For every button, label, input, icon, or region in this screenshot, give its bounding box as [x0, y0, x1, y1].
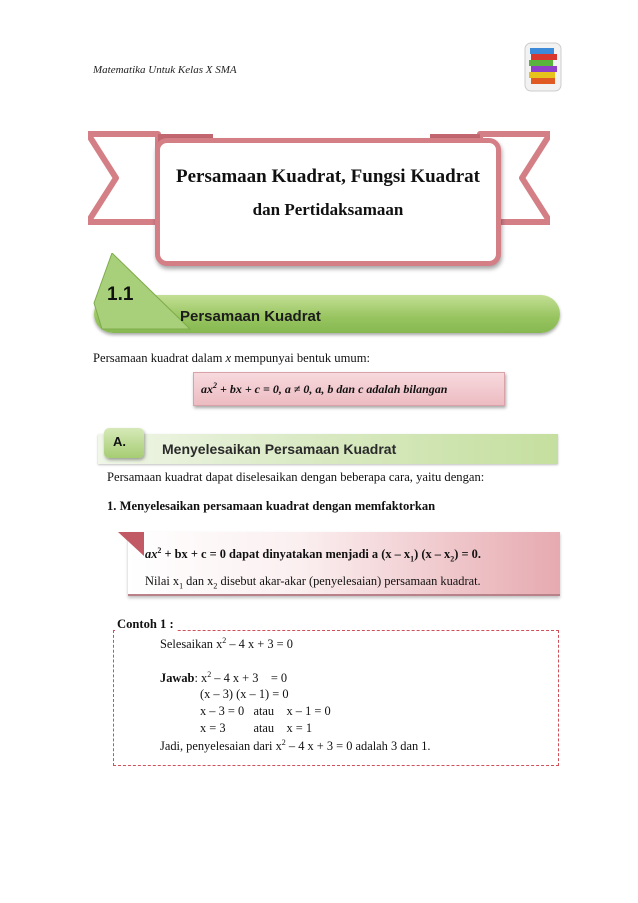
intro-text: Persamaan kuadrat dalam x mempunyai bentuk umum: — [93, 351, 370, 365]
example-question: Selesaikan $x^2 - 4$ x + 3 = 0 — [160, 636, 293, 652]
method1-heading: 1. Menyelesaikan persamaan kuadrat dengan memfaktorkan — [107, 499, 436, 513]
example-answer-line1: Jawab: $x^2 - 4$ x + 3 = 0 — [160, 670, 288, 686]
example-answer-line3: x – 3 = 0 atau x – 1 = 0 — [200, 704, 331, 718]
chapter-title-line2: dan Pertidaksamaan — [252, 200, 404, 219]
factoring-note: Nilai $x_1$ dan $x_2$ disebut akar-akar (penyelesaian) persamaan kuadrat. — [145, 574, 481, 591]
factoring-box-tab — [118, 532, 144, 556]
general-form: $ax^2$ + bx + c = 0, a ≠ 0, a, b dan c adalah bilangan — [201, 381, 448, 396]
factoring-formula: $ax^2$ + bx + c = 0 dapat dinyatakan menjadi a $(x - x_1)$ $(x - x_2) = 0$. — [145, 546, 481, 564]
chapter-title-line1: Persamaan Kuadrat, Fungsi Kuadrat — [175, 166, 481, 187]
subsection-title: Menyelesaikan Persamaan Kuadrat — [162, 441, 397, 457]
subsection-intro: Persamaan kuadrat dapat diselesaikan dengan beberapa cara, yaitu dengan: — [107, 470, 485, 484]
example-label: Contoh 1 : — [117, 617, 174, 631]
books-icon — [522, 40, 564, 94]
example-conclusion: Jadi, penyelesaian dari $x^2 - 4$ x + 3 = 0 adalah 3 dan 1. — [160, 738, 431, 754]
section-number: 1.1 — [107, 284, 134, 305]
subsection-label: A. — [113, 434, 126, 449]
example-answer-line4: x = 3 atau x = 1 — [200, 721, 313, 735]
example-answer-line2: (x – 3) (x – 1) = 0 — [200, 687, 289, 701]
running-header: Matematika Untuk Kelas X SMA — [93, 64, 237, 76]
section-title: Persamaan Kuadrat — [180, 308, 321, 325]
